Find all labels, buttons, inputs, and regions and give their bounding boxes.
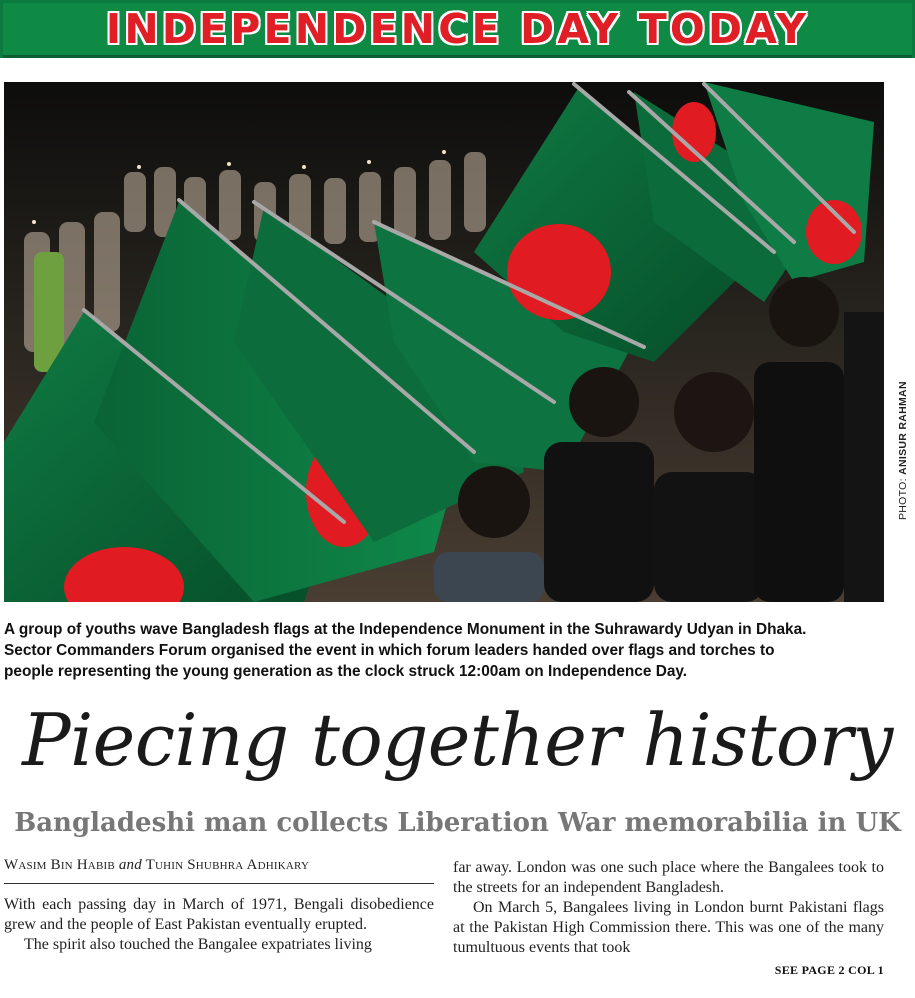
author-name: Wasim Bin Habib <box>4 857 115 873</box>
caption-line: Sector Commanders Forum organised the event in which forum leaders handed over flags and torches to <box>4 642 775 659</box>
article-subhead: Bangladeshi man collects Liberation War memorabilia in UK <box>14 808 901 838</box>
caption-line: A group of youths wave Bangladesh flags at the Independence Monument in the Suhrawardy Udyan in Dhaka. <box>4 621 807 638</box>
byline <box>4 857 434 874</box>
paragraph: far away. London was one such place where the Bangalees took to the streets for an independent Bangladesh. <box>453 859 884 896</box>
paragraph: The spirit also touched the Bangalee expatriates living <box>24 936 372 953</box>
article-headline: Piecing together history <box>22 698 893 782</box>
byline-conjunction: and <box>118 857 142 873</box>
photo-caption <box>4 619 884 682</box>
banner-background <box>3 3 912 58</box>
flags-illustration <box>4 82 884 602</box>
paragraph: With each passing day in March of 1971, Bengali disobedience grew and the people of East Pakistan eventually erupted. <box>4 896 434 933</box>
article-column-1 <box>4 895 434 955</box>
byline-divider <box>4 883 434 884</box>
author-name: Tuhin Shubhra Adhikary <box>145 857 310 873</box>
caption-line: people representing the young generation as the clock struck 12:00am on Independence Day. <box>4 663 688 680</box>
paragraph: On March 5, Bangalees living in London burnt Pakistani flags at the Pakistan High Commission there. This was one of the many tumultuous events that took <box>453 899 884 956</box>
section-banner <box>0 0 915 58</box>
jump-line[interactable]: SEE PAGE 2 COL 1 <box>774 963 884 977</box>
section-title: INDEPENDENCE DAY TODAY <box>105 5 810 53</box>
photo-credit: PHOTO: ANISUR RAHMAN <box>897 381 909 520</box>
news-photo <box>4 82 884 602</box>
article-column-2 <box>453 858 884 958</box>
